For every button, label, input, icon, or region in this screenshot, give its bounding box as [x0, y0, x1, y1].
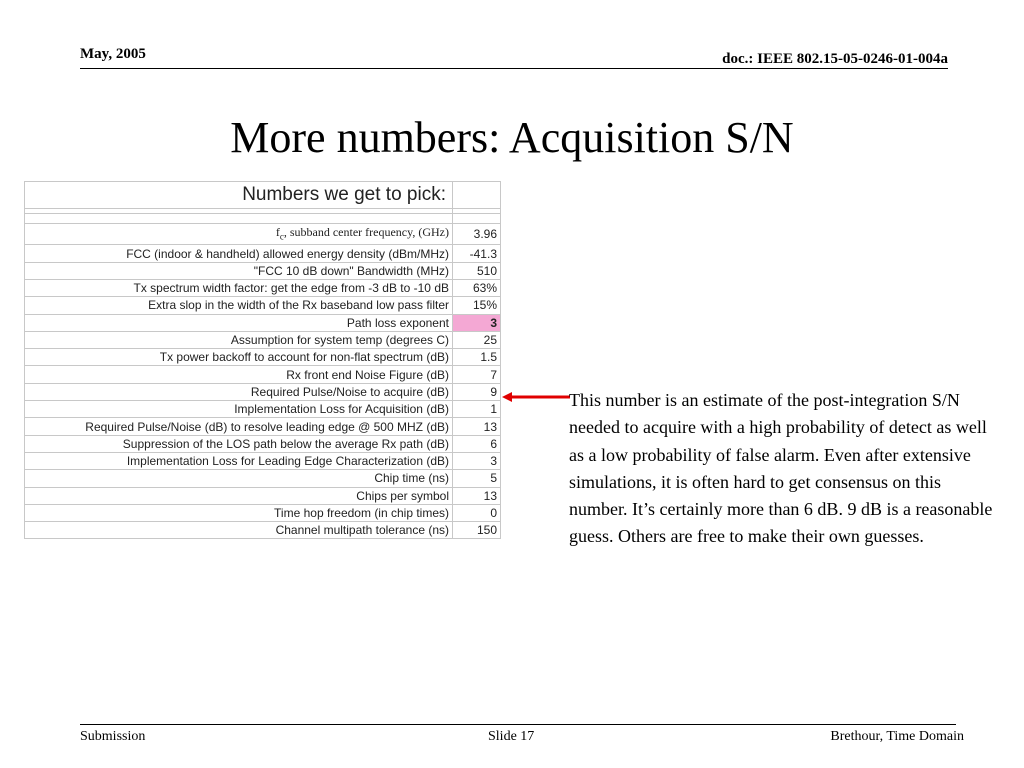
table-row: [25, 418, 501, 435]
table-row: [25, 470, 501, 487]
param-value: 13: [453, 418, 501, 435]
param-label: Suppression of the LOS path below the average Rx path (dB): [25, 435, 453, 452]
param-value: 1: [453, 401, 501, 418]
parameters-table: [24, 181, 501, 539]
param-value: 7: [453, 366, 501, 383]
fc-label: $f_c$, subband center frequency, (GHz): [25, 224, 453, 245]
header-doc-id: doc.: IEEE 802.15-05-0246-01-004a: [722, 51, 948, 67]
param-label: FCC (indoor & handheld) allowed energy density (dBm/MHz): [25, 245, 453, 262]
fc-value: 3.96: [453, 224, 501, 245]
param-label: Path loss exponent: [25, 314, 453, 331]
param-label: Extra slop in the width of the Rx baseband low pass filter: [25, 297, 453, 314]
table-row: [25, 383, 501, 400]
param-value: 13: [453, 487, 501, 504]
param-label: Channel multipath tolerance (ns): [25, 522, 453, 539]
table-row: [25, 245, 501, 262]
param-label: "FCC 10 dB down" Bandwidth (MHz): [25, 262, 453, 279]
table-row: [25, 452, 501, 469]
table-row: [25, 401, 501, 418]
param-label: Required Pulse/Noise (dB) to resolve leading edge @ 500 MHZ (dB): [25, 418, 453, 435]
table-row: [25, 331, 501, 348]
table-row: [25, 349, 501, 366]
table-row: [25, 487, 501, 504]
table-row: [25, 224, 501, 245]
param-value: 1.5: [453, 349, 501, 366]
table-row: [25, 435, 501, 452]
table-row: [25, 504, 501, 521]
param-value: 9: [453, 383, 501, 400]
header-date: May, 2005: [80, 46, 146, 62]
param-label: Required Pulse/Noise to acquire (dB): [25, 383, 453, 400]
table-row: [25, 297, 501, 314]
footer-submission: Submission: [80, 729, 146, 744]
table-heading-row: [25, 182, 501, 209]
param-value: 5: [453, 470, 501, 487]
param-label: Tx spectrum width factor: get the edge from -3 dB to -10 dB: [25, 279, 453, 296]
param-value: 6: [453, 435, 501, 452]
table-row: [25, 522, 501, 539]
table-row: [25, 279, 501, 296]
table-row: [25, 366, 501, 383]
param-value: 510: [453, 262, 501, 279]
table-heading-blank: [453, 182, 501, 209]
param-value: 25: [453, 331, 501, 348]
param-value: 3: [453, 314, 501, 331]
table-heading: Numbers we get to pick:: [25, 182, 453, 209]
param-label: Time hop freedom (in chip times): [25, 504, 453, 521]
param-label: Rx front end Noise Figure (dB): [25, 366, 453, 383]
param-value: 0: [453, 504, 501, 521]
table-row: [25, 262, 501, 279]
spacer-row: [25, 214, 501, 224]
footer-author: Brethour, Time Domain: [830, 729, 964, 744]
table-row: [25, 314, 501, 331]
param-value: 3: [453, 452, 501, 469]
param-value: 15%: [453, 297, 501, 314]
explanation-note: This number is an estimate of the post-integration S/N needed to acquire with a high probability of detect as well as a low probability of false alarm. Even after extensive simulations, it is often hard to get consensus on this number. It’s certainly more than 6 dB. 9 dB is a reasonable guess. Others are free to make their own guesses.: [569, 390, 993, 547]
header-rule: [80, 68, 948, 69]
param-label: Implementation Loss for Leading Edge Characterization (dB): [25, 452, 453, 469]
param-label: Implementation Loss for Acquisition (dB): [25, 401, 453, 418]
param-value: 150: [453, 522, 501, 539]
slide-title: More numbers: Acquisition S/N: [230, 113, 794, 162]
footer-rule: [80, 724, 956, 725]
param-label: Assumption for system temp (degrees C): [25, 331, 453, 348]
param-label: Chip time (ns): [25, 470, 453, 487]
footer-slide-number: Slide 17: [488, 729, 535, 744]
param-label: Tx power backoff to account for non-flat spectrum (dB): [25, 349, 453, 366]
param-value: -41.3: [453, 245, 501, 262]
pointer-arrow: [502, 390, 572, 404]
param-value: 63%: [453, 279, 501, 296]
param-label: Chips per symbol: [25, 487, 453, 504]
